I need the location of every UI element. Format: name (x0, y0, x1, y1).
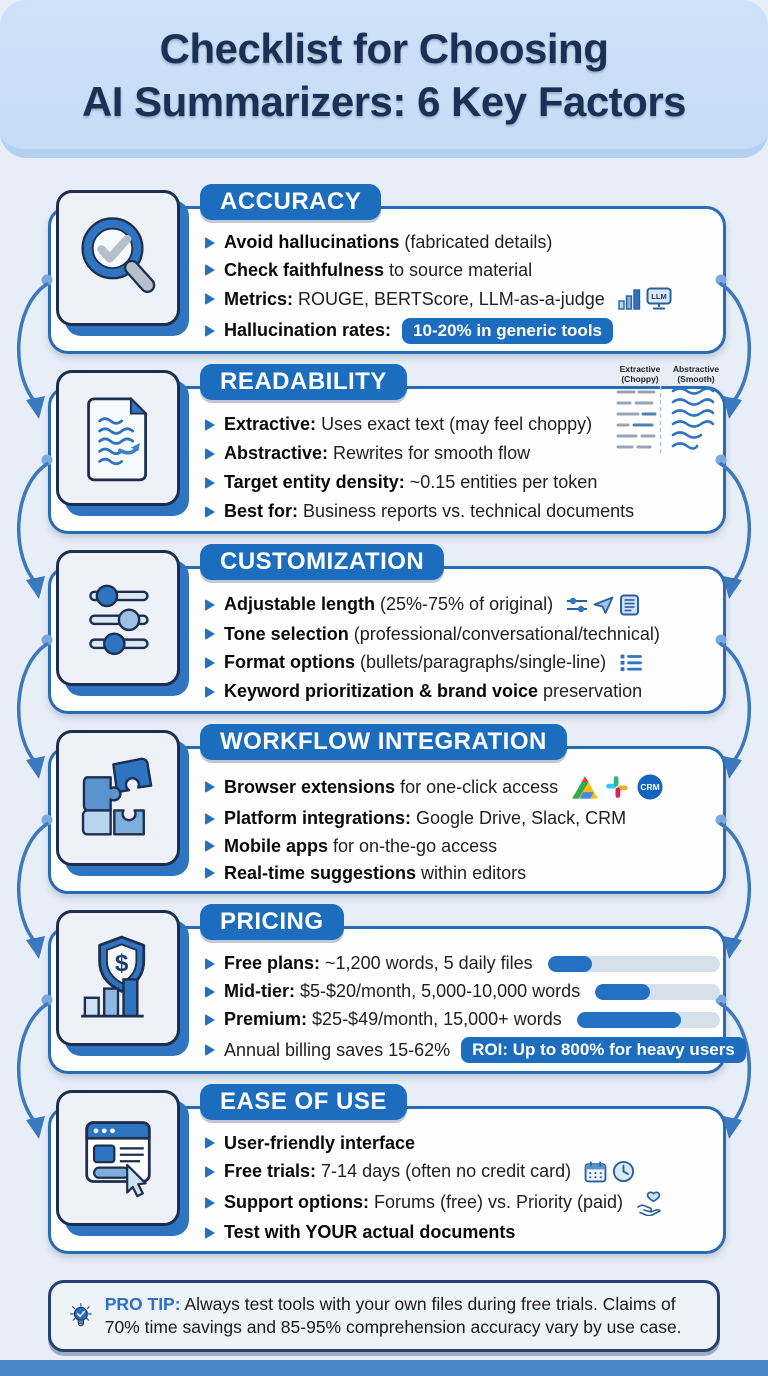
bullet-arrow-icon (205, 840, 215, 852)
bar-chart-icon (618, 288, 641, 310)
bar-fill (595, 984, 650, 1000)
bullet-item (205, 472, 720, 493)
bullet-text: 7-14 days (often no credit card) (316, 1161, 572, 1182)
flow-arrow (714, 632, 766, 782)
section-ease-of-use (40, 1082, 728, 1262)
bullet-item (205, 232, 720, 253)
bullet-bold: Platform integrations: (224, 808, 412, 829)
bullet-bold: Free plans: (224, 953, 321, 973)
bullet-list (205, 586, 720, 710)
bullet-bold: Mobile apps (224, 835, 329, 856)
stat-badge: 10-20% in generic tools (402, 318, 613, 344)
mid-tier-usage-bar (595, 984, 720, 1000)
pro-tip-card (48, 1280, 720, 1352)
bullet-bold: Real-time suggestions (224, 862, 417, 883)
shield-dollar-chart-icon (56, 910, 180, 1046)
section-title-badge: READABILITY (200, 364, 407, 400)
bullet-bold: Mid-tier: (224, 981, 295, 1001)
section-title-badge: EASE OF USE (200, 1084, 407, 1120)
bullet-item (205, 624, 720, 645)
bullet-bold: Tone selection (224, 623, 349, 644)
flow-arrow (714, 812, 766, 962)
bullet-text: for on-the-go access (328, 835, 498, 856)
header (0, 0, 768, 158)
bar-fill (577, 1012, 682, 1028)
bullet-arrow-icon (205, 264, 215, 276)
bullet-bold: Abstractive: (224, 443, 329, 463)
bullet-arrow-icon (205, 448, 215, 460)
crm-circle-icon (635, 772, 665, 802)
premium-usage-bar (577, 1012, 720, 1028)
svg-text:$: $ (115, 950, 129, 978)
bullet-bold: Keyword prioritization & brand voice (224, 681, 539, 702)
doc-lines-icon (619, 594, 640, 616)
bullet-text: within editors (416, 862, 527, 883)
bullet-arrow-icon (205, 628, 215, 640)
bullet-text: Uses exact text (may feel choppy) (316, 414, 593, 434)
bullet-text: to source material (384, 259, 533, 280)
bullet-bold: Test with YOUR actual documents (224, 1222, 516, 1243)
flow-arrow (714, 452, 766, 602)
bullet-item (205, 501, 720, 522)
bullet-arrow-icon (205, 506, 215, 518)
bullet-bold: Target entity density: (224, 472, 405, 492)
bullet-item (205, 772, 720, 802)
bullet-bold: Hallucination rates: (224, 320, 392, 341)
sections-list (40, 182, 735, 1262)
title-line-2: AI Summarizers: 6 Key Factors (81, 77, 687, 125)
choppy-lines-icon (612, 384, 662, 456)
pro-tip-body: Always test tools with your own files during free trials. Claims of 70% time savings and 85-95% comprehension accuracy vary by use case. (104, 1294, 682, 1337)
bullet-arrow-icon (205, 1014, 215, 1026)
bullet-arrow-icon (205, 1227, 215, 1239)
bullet-item (205, 1133, 720, 1154)
extractive-label: (Choppy) (621, 374, 659, 384)
bullet-item (205, 953, 720, 974)
bullet-bold: Free trials: (224, 1161, 317, 1182)
bullet-arrow-icon (205, 958, 215, 970)
extractive-label: Extractive (619, 364, 661, 374)
document-waves-icon (56, 370, 180, 506)
browser-cursor-icon (56, 1090, 180, 1226)
bullet-text: ~0.15 entities per token (404, 472, 598, 492)
bullet-bold: Format options (224, 652, 355, 673)
bullet-bold: Browser extensions (224, 776, 396, 797)
mini-sliders-icon (566, 596, 588, 614)
paper-plane-icon (593, 595, 614, 615)
bullet-text: Business reports vs. technical documents (298, 501, 635, 521)
bullet-text: ~1,200 words, 5 daily files (320, 953, 533, 973)
section-title-badge: CUSTOMIZATION (200, 544, 444, 580)
section-title-badge: WORKFLOW INTEGRATION (200, 724, 567, 760)
bullet-arrow-icon (205, 293, 215, 305)
section-workflow-integration (40, 722, 728, 902)
bullet-item (205, 652, 720, 673)
hand-heart-icon (636, 1190, 662, 1216)
bullet-bold: Extractive: (224, 414, 317, 434)
bullet-item (205, 1009, 720, 1030)
section-title-badge: PRICING (200, 904, 344, 940)
bullet-text: (professional/conversational/technical) (348, 623, 660, 644)
bullet-arrow-icon (205, 657, 215, 669)
bullet-text: (fabricated details) (399, 232, 553, 253)
bullet-item (205, 594, 720, 616)
flow-arrow (2, 992, 54, 1142)
bullet-text: Annual billing saves 15-62% (224, 1039, 451, 1060)
bullet-list (205, 1126, 720, 1250)
pro-tip-label: PRO TIP: (104, 1294, 181, 1314)
bullet-arrow-icon (205, 986, 215, 998)
bullet-arrow-icon (205, 419, 215, 431)
roi-badge: ROI: Up to 800% for heavy users (461, 1037, 746, 1063)
bullet-list (205, 946, 735, 1070)
bullet-arrow-icon (205, 781, 215, 793)
abstractive-label: Abstractive (672, 364, 720, 374)
bullet-arrow-icon (205, 813, 215, 825)
lightbulb-check-icon (69, 1290, 93, 1342)
bullet-bold: Adjustable length (224, 594, 376, 615)
bullet-bold: User-friendly interface (224, 1132, 416, 1153)
clock-icon (612, 1160, 635, 1183)
section-accuracy (40, 182, 728, 362)
section-pricing (40, 902, 735, 1082)
bullet-item (205, 1190, 720, 1216)
bullet-item (205, 1222, 720, 1243)
flow-arrow (2, 632, 54, 782)
bullet-arrow-icon (205, 325, 215, 337)
flow-arrow (714, 992, 766, 1142)
bullet-list (205, 226, 720, 350)
section-readability (40, 362, 728, 542)
sliders-icon (56, 550, 180, 686)
page-title (82, 22, 686, 128)
bullet-item (205, 260, 720, 281)
smooth-waves-icon (668, 384, 718, 456)
title-line-1: Checklist for Choosing (159, 24, 609, 72)
extractive-column (612, 364, 668, 456)
bullet-list-icon (619, 652, 642, 673)
bar-fill (548, 956, 593, 972)
bullet-item (205, 318, 720, 344)
crm-label: CRM (640, 782, 660, 793)
calendar-icon (584, 1160, 607, 1183)
llm-label: LLM (651, 292, 667, 302)
bullet-text: for one-click access (395, 776, 559, 797)
extractive-vs-abstractive-diagram (612, 364, 724, 456)
bullet-text: (bullets/paragraphs/single-line) (355, 652, 607, 673)
bullet-bold: Metrics: (224, 288, 294, 309)
section-customization (40, 542, 728, 722)
bullet-item (205, 981, 720, 1002)
section-title-badge: ACCURACY (200, 184, 381, 220)
bullet-item (205, 808, 720, 829)
bullet-arrow-icon (205, 237, 215, 249)
bullet-item (205, 1037, 735, 1063)
bullet-item (205, 681, 720, 702)
flow-arrow (2, 812, 54, 962)
bullet-arrow-icon (205, 1166, 215, 1178)
bullet-text: Forums (free) vs. Priority (paid) (368, 1192, 624, 1213)
flow-arrow (2, 272, 54, 422)
bullet-bold: Premium: (224, 1009, 308, 1029)
bullet-arrow-icon (205, 599, 215, 611)
bullet-text: Google Drive, Slack, CRM (411, 808, 627, 829)
abstractive-column (668, 364, 724, 456)
bullet-bold: Best for: (224, 501, 299, 521)
bullet-arrow-icon (205, 1044, 215, 1056)
bullet-text: preservation (538, 681, 643, 702)
bullet-item (205, 287, 720, 311)
free-plan-usage-bar (548, 956, 720, 972)
puzzle-icon (56, 730, 180, 866)
flow-arrow (2, 452, 54, 602)
bullet-bold: Avoid hallucinations (224, 232, 400, 253)
bullet-text: $5-$20/month, 5,000-10,000 words (295, 981, 581, 1001)
magnifier-check-icon (56, 190, 180, 326)
bullet-arrow-icon (205, 477, 215, 489)
abstractive-label: (Smooth) (677, 374, 715, 384)
bullet-list (205, 766, 720, 890)
bullet-text: $25-$49/month, 15,000+ words (307, 1009, 562, 1029)
llm-monitor-icon (646, 287, 672, 311)
pro-tip-text (105, 1293, 699, 1339)
bullet-text: ROUGE, BERTScore, LLM-as-a-judge (293, 288, 605, 309)
bullet-item (205, 1160, 720, 1183)
bullet-arrow-icon (205, 867, 215, 879)
bullet-item (205, 863, 720, 884)
bullet-text: (25%-75% of original) (375, 594, 554, 615)
google-drive-icon (571, 775, 599, 800)
bullet-arrow-icon (205, 1137, 215, 1149)
bullet-bold: Check faithfulness (224, 259, 385, 280)
bullet-arrow-icon (205, 686, 215, 698)
bullet-item (205, 836, 720, 857)
bullet-arrow-icon (205, 1197, 215, 1209)
slack-icon (604, 774, 630, 800)
bullet-bold: Support options: (224, 1192, 369, 1213)
footer-bar (0, 1360, 768, 1376)
bullet-text: Rewrites for smooth flow (328, 443, 531, 463)
